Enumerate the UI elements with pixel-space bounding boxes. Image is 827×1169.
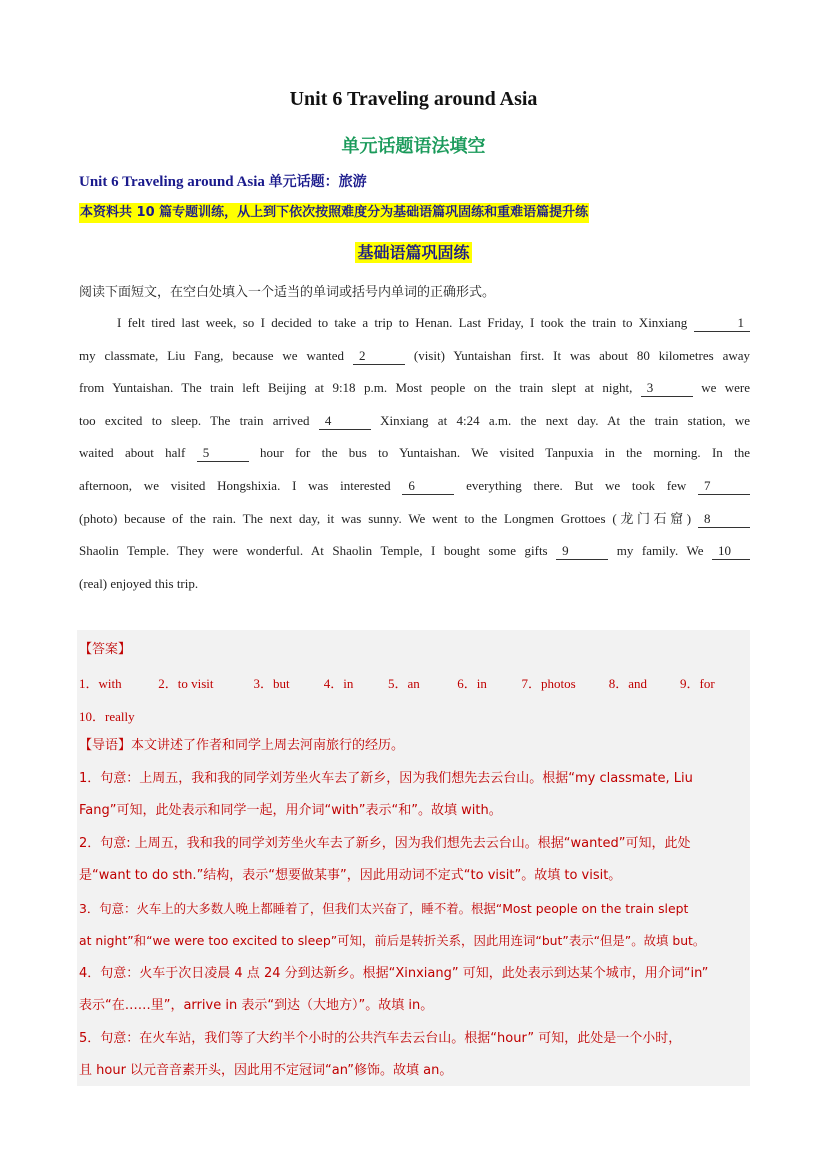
answer-blank: 10 [712,543,750,560]
explanation-line: 4．句意：火车于次日凌晨 4 点 24 分到达新乡。根据“Xinxiang” 可知，此处表示到达某个城市，用介词“in” [79,965,709,981]
passage-line [79,506,750,539]
passage-text: (visit) Yuntaishan first. It was about 80 kilometres away [413,347,751,363]
explanation-line: 1．句意：上周五，我和我的同学刘芳坐火车去了新乡，因为我们想先去云台山。根据“my classmate, Liu [79,770,693,786]
answer-blank: 2 [353,348,405,365]
answer-list [79,673,715,692]
passage-line [79,440,750,473]
explanation [79,733,750,1091]
passage-line [79,571,750,604]
highlight-note: 本资料共 10 篇专题训练，从上到下依次按照难度分为基础语篇巩固练和重难语篇提升练 [79,203,589,223]
passage-line [79,343,750,376]
page-title: Unit 6 Traveling around Asia [289,88,538,110]
passage-text: too excited to sleep. The train arrived [79,412,310,428]
explanation-line: 3．句意：火车上的大多数人晚上都睡着了，但我们太兴奋了，睡不着。根据“Most people on the train slept [79,900,689,916]
unit-topic-en: Unit 6 Traveling around Asia [79,174,265,190]
explanation-line: 2．句意: 上周五，我和我的同学刘芳坐火车去了新乡，因为我们想先去云台山。根据“wanted”可知，此处 [79,835,691,851]
answer-item: 9．for [680,676,715,691]
answer-list [79,706,135,725]
answer-blank: 6 [402,478,454,495]
answer-item: 5．an [388,676,420,691]
passage-line [79,473,750,506]
section-heading-text: 基础语篇巩固练 [357,243,470,262]
passage-text: we were [701,380,751,396]
answer-heading: 【答案】 [79,642,132,657]
explanation-line: 【导语】本文讲述了作者和同学上周去河南旅行的经历。 [79,738,405,753]
answer-blank: 8 [698,511,750,528]
passage-text: everything there. But we took few [466,477,687,493]
passage [79,310,750,603]
answer-item: 8．and [608,676,648,691]
passage-line [79,375,750,408]
unit-topic [79,171,367,191]
passage-text: Shaolin Temple. They were wonderful. At Shaolin Temple, I bought some gifts [79,543,548,559]
passage-text: I felt tired last week, so I decided to take a trip to Henan. Last Friday, I took the train to Xinxiang [117,315,688,330]
answer-blank: 4 [319,413,371,430]
answer-item: 4．in [323,676,354,691]
passage-text: (real) enjoyed this trip. [79,575,199,591]
answer-blank: 7 [698,478,750,495]
explanation-line: 是“want to do sth.”结构，表示“想要做某事”，因此用动词不定式“to visit”。故填 to visit。 [79,868,622,883]
answer-item: 1．with [79,676,122,691]
passage-text: from Yuntaishan. The train left Beijing at 9:18 p.m. Most people on the train slept at night, [79,380,633,396]
passage-text: hour for the bus to Yuntaishan. We visited Tanpuxia in the morning. In the [260,445,751,461]
explanation-line: at night”和“we were too excited to sleep”可知，前后是转折关系，因此用连词“but”表示“但是”。故填 but。 [79,933,706,948]
answer-blank: 5 [197,445,249,462]
passage-text: waited about half [79,445,186,461]
passage-text: my classmate, Liu Fang, because we wanted [79,347,345,363]
explanation-line: 5．句意：在火车站，我们等了大约半个小时的公共汽车去云台山。根据“hour” 可知，此处是一个小时， [79,1030,682,1046]
passage-text: my family. We [616,543,704,559]
passage-line [79,310,750,343]
unit-topic-cn: 单元话题：旅游 [268,174,367,190]
passage-line [79,408,750,441]
answer-item: 10．really [79,709,135,724]
explanation-line: 且 hour 以元音音素开头，因此用不定冠词“an”修饰。故填 an。 [79,1063,453,1078]
answer-item: 2．to visit [158,676,214,691]
passage-text: afternoon, we visited Hongshixia. I was interested [79,477,391,493]
instruction: 阅读下面短文，在空白处填入一个适当的单词或括号内单词的正确形式。 [79,285,496,300]
answer-blank: 1 [694,315,751,332]
explanation-line: 表示“在……里”，arrive in 表示“到达（大地方）”。故填 in。 [79,998,434,1013]
passage-line [79,538,750,571]
answer-item: 3．but [253,676,290,691]
answer-blank: 3 [641,380,693,397]
answer-blank: 9 [556,543,608,560]
passage-text: Xinxiang at 4:24 a.m. the next day. At the train station, we [380,412,751,428]
page-subtitle: 单元话题语法填空 [341,136,486,157]
section-heading [0,240,827,263]
answer-item: 6．in [457,676,487,691]
passage-text: (photo) because of the rain. The next day, it was sunny. We went to the Longmen Grottoes (龙门石窟) [79,510,692,526]
answer-item: 7．photos [521,676,576,691]
explanation-line: Fang”可知，此处表示和同学一起，用介词“with”表示“和”。故填 with。 [79,803,502,818]
